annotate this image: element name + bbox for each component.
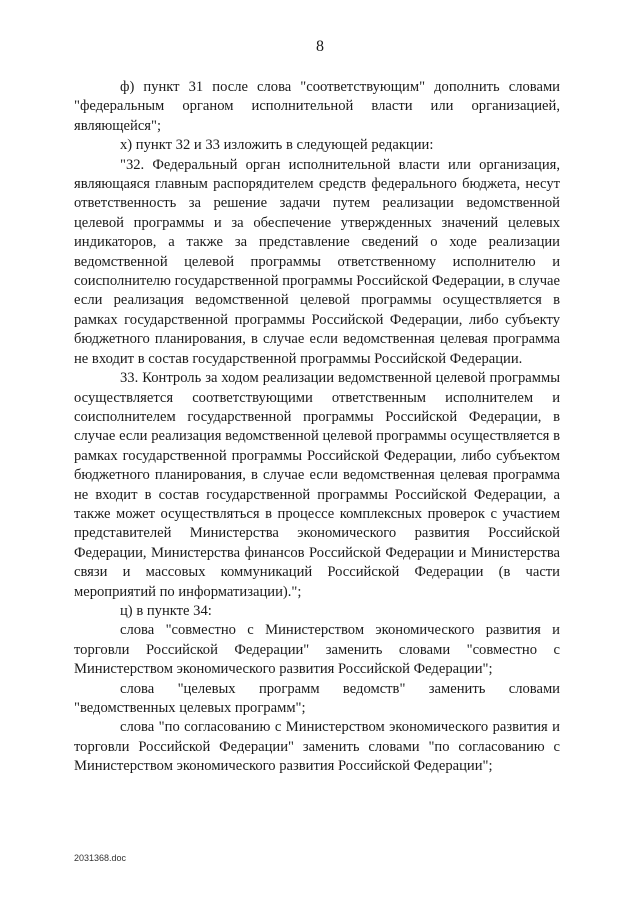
paragraph-32: "32. Федеральный орган исполнительной власти или организация, являющаяся главным распорядителем средств федерального бюджета, несут ответственность за решение задачи путем реализации ведомственной целевой программы и за обеспечение утвержденных значений целевых индикаторов, а также за представление сведений о ходе реализации ведомственной целевой программы ответственному исполнителю и соисполнителю государственной программы Российской Федерации, в случае если реализация ведомственной целевой программы осуществляется в рамках государственной программы Российской Федерации, либо субъекту бюджетного планирования, в случае если ведомственная целевая программа не входит в состав государственной программы Российской Федерации. bbox=[74, 156, 560, 367]
paragraph-ts-3: слова "по согласованию с Министерством экономического развития и торговли Российской Федерации" заменить словами "по согласованию с Министерством экономического развития Российской Федерации"; bbox=[74, 719, 560, 775]
paragraph-ts-1: слова "совместно с Министерством экономического развития и торговли Российской Федерации" заменить словами "совместно с Министерством экономического развития Российской Федерации"; bbox=[74, 622, 560, 678]
document-body bbox=[74, 78, 560, 777]
paragraph-ts: ц) в пункте 34: bbox=[120, 602, 212, 619]
paragraph-kh: х) пункт 32 и 33 изложить в следующей редакции: bbox=[120, 137, 434, 154]
paragraph-ts-2: слова "целевых программ ведомств" заменить словами "ведомственных целевых программ"; bbox=[74, 680, 560, 716]
paragraph-33: 33. Контроль за ходом реализации ведомственной целевой программы осуществляется соответствующими ответственным исполнителем и соисполнителем государственной программы Российской Федерации, в случае если реализация ведомственной целевой программы осуществляется в рамках государственной программы Российской Федерации, либо субъектом бюджетного планирования, в случае если ведомственная целевая программа не входит в состав государственной программы Российской Федерации, а также может осуществляться в процессе комплексных проверок с участием представителей Министерства экономического развития Российской Федерации, Министерства финансов Российской Федерации и Министерства связи и массовых коммуникаций Российской Федерации (в части мероприятий по информатизации)."; bbox=[74, 370, 560, 600]
file-name-footer: 2031368.doc bbox=[74, 853, 127, 863]
paragraph-f: ф) пункт 31 после слова "соответствующим" дополнить словами "федеральным органом исполнительной власти или организацией, являющейся"; bbox=[74, 79, 560, 134]
page-number: 8 bbox=[316, 38, 324, 55]
